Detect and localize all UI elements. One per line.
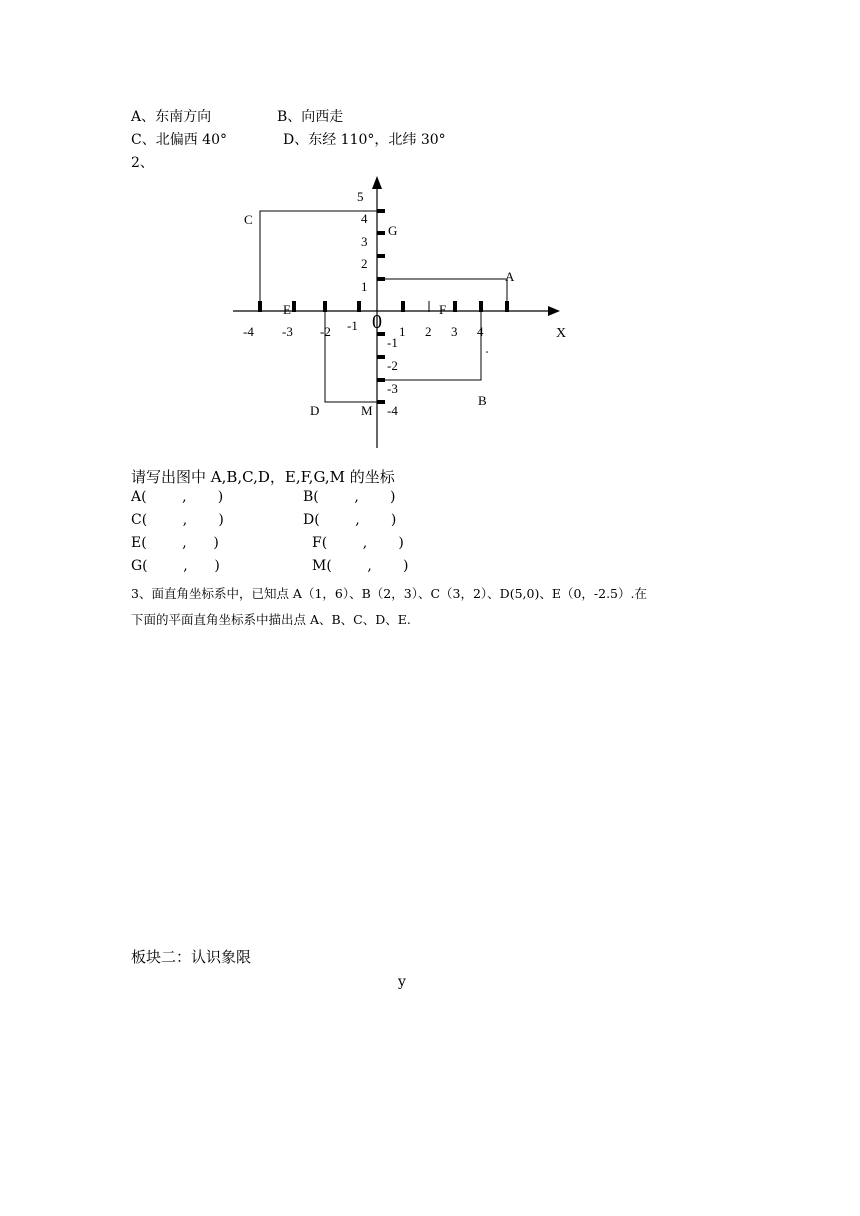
section-title: 板块二：认识象限 (131, 948, 252, 966)
y-tick-label: -3 (387, 381, 398, 396)
answer-f[interactable]: F( , ) (312, 535, 404, 551)
option-d: D、东经 110°，北纬 30° (283, 132, 446, 148)
answer-g[interactable]: G( , ) (131, 558, 220, 574)
x-tick-marks (258, 301, 509, 312)
q2-number: 2、 (131, 155, 154, 171)
y-tick-mark (377, 231, 385, 235)
q3-line-2: 下面的平面直角坐标系中描出点 A、B、C、D、E. (131, 612, 411, 627)
y-tick-label: 5 (357, 189, 364, 204)
x-tick-mark (453, 301, 457, 312)
option-a: A、东南方向 (131, 109, 212, 125)
x-tick-label: -1 (347, 318, 358, 333)
y-tick-label: 3 (361, 234, 368, 249)
answer-e[interactable]: E( , ) (131, 535, 219, 551)
y-tick-label: -4 (387, 403, 398, 418)
x-tick-label: 1 (399, 324, 406, 339)
point-a-label: A (505, 269, 515, 284)
x-tick-label: 4 (477, 324, 484, 339)
option-c: C、北偏西 40° (131, 132, 227, 148)
origin-label: 0 (372, 311, 382, 333)
answer-c[interactable]: C( , ) (131, 512, 224, 528)
option-b: B、向西走 (277, 109, 344, 125)
x-tick-label: -3 (282, 324, 293, 339)
point-g-label: G (388, 223, 398, 238)
y-tick-label: -1 (387, 335, 398, 350)
y-tick-label: 2 (361, 256, 368, 271)
answer-m[interactable]: M( , ) (312, 558, 409, 574)
y-tick-mark (377, 400, 385, 404)
x-tick-mark (323, 301, 327, 312)
y-tick-label: -2 (387, 358, 398, 373)
answer-b[interactable]: B( , ) (303, 489, 396, 505)
x-tick-mark (357, 301, 361, 312)
point-m-label: M (361, 403, 373, 418)
stray-dot (486, 351, 488, 353)
x-tick-label: -2 (320, 324, 331, 339)
point-b-label: B (478, 393, 487, 408)
answer-d[interactable]: D( , ) (303, 512, 397, 528)
y-axis-label: y (398, 974, 406, 990)
point-d-label: D (310, 403, 320, 418)
y-tick-label: 4 (361, 211, 368, 226)
x-tick-label: -4 (243, 324, 254, 339)
answer-a[interactable]: A( , ) (131, 489, 224, 505)
y-tick-label: 1 (361, 279, 368, 294)
y-tick-mark (377, 355, 385, 359)
x-axis-label: X (556, 326, 567, 341)
q3-line-1: 3、面直角坐标系中，已知点 A（1，6）、B（2，3）、C（3，2）、D(5,0)、E（0，-2.5）.在 (131, 586, 647, 601)
y-axis-arrow-icon (372, 176, 382, 189)
point-f-label: F (439, 302, 447, 317)
x-tick-label: 2 (425, 324, 432, 339)
x-axis-arrow-icon (548, 306, 560, 316)
x-tick-mark (401, 301, 405, 312)
x-tick-mark (479, 301, 483, 312)
q2-prompt: 请写出图中 A,B,C,D，E,F,G,M 的坐标 (131, 468, 395, 486)
y-tick-mark (377, 254, 385, 258)
point-c-label: C (244, 212, 253, 227)
y-tick-marks (377, 209, 385, 404)
y-tick-mark (377, 209, 385, 213)
x-tick-mark (292, 301, 296, 312)
guide-c (260, 211, 377, 311)
x-tick-label: 3 (451, 324, 458, 339)
point-e-label: E (283, 302, 291, 317)
